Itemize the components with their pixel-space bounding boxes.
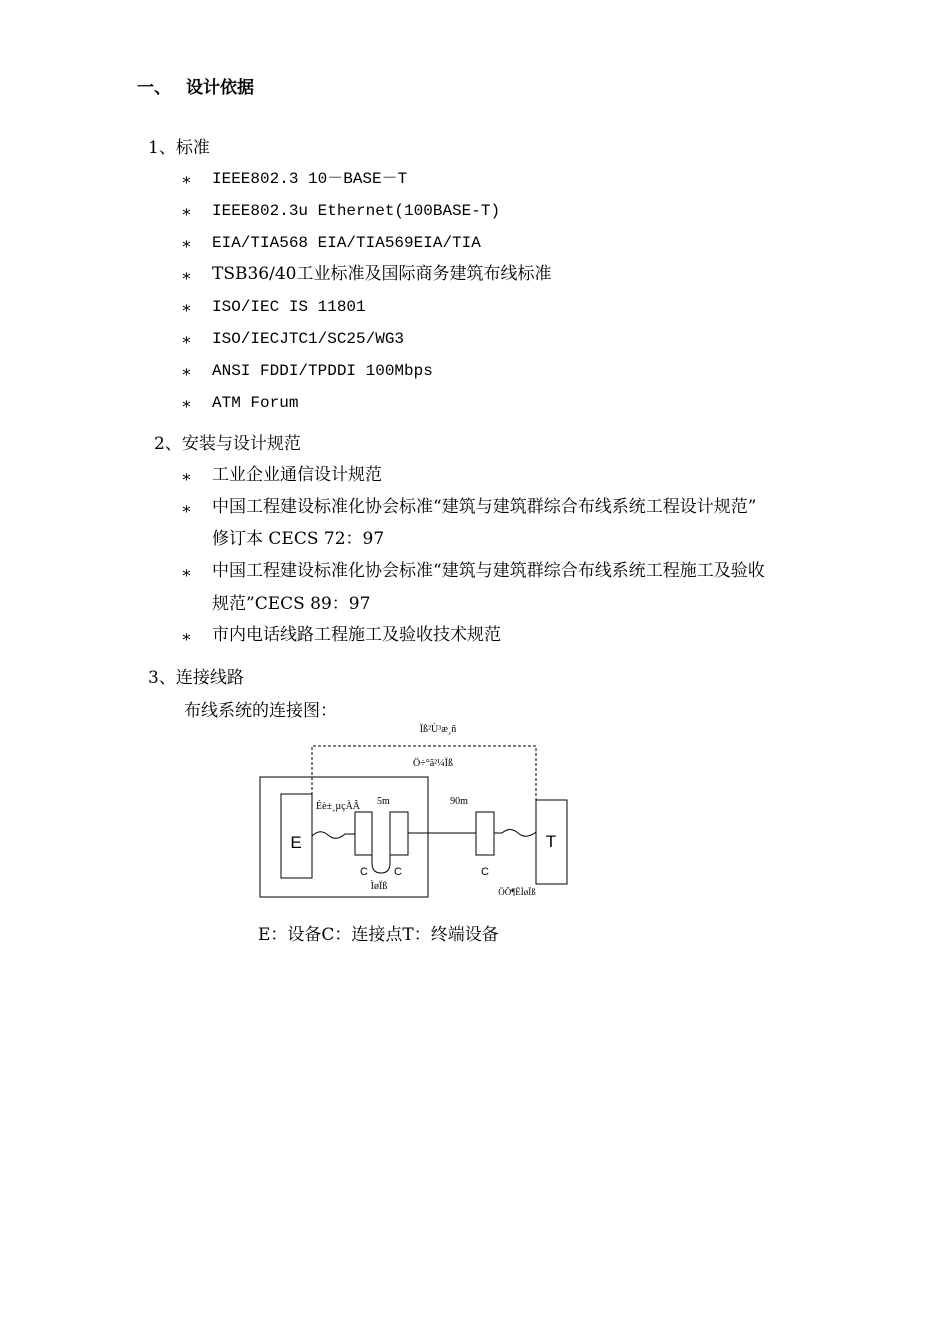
spec-item-line: 修订本 CECS 72：97 bbox=[212, 529, 385, 549]
cable-wave bbox=[494, 830, 536, 837]
connection-heading: 3、连接线路 bbox=[148, 668, 244, 688]
spec-item-line: 中国工程建设标准化协会标准“建筑与建筑群综合布线系统工程施工及验收 bbox=[212, 561, 765, 581]
spec-item-line: 市内电话线路工程施工及验收技术规范 bbox=[212, 625, 501, 645]
bullet-icon: ∗ bbox=[181, 170, 192, 189]
bullet-icon: ∗ bbox=[181, 298, 192, 317]
spec-item-line: 中国工程建设标准化协会标准“建筑与建筑群综合布线系统工程设计规范” bbox=[212, 497, 757, 517]
section-title: 设计依据 bbox=[186, 78, 254, 98]
bullet-icon: ∗ bbox=[181, 467, 192, 486]
bullet-icon: ∗ bbox=[181, 266, 192, 285]
right-bottom-label: ÖÕ¶ËÌøÏß bbox=[498, 887, 536, 897]
bullet-icon: ∗ bbox=[181, 362, 192, 381]
bullet-icon: ∗ bbox=[181, 234, 192, 253]
bullet-icon: ∗ bbox=[181, 627, 192, 646]
dashed-channel-line bbox=[312, 746, 536, 800]
standards-heading: 1、标准 bbox=[148, 138, 210, 158]
standard-item: ANSI FDDI/TPDDI 100Mbps bbox=[212, 362, 433, 380]
bullet-icon: ∗ bbox=[181, 499, 192, 518]
wiring-diagram bbox=[250, 715, 590, 905]
connector-label: C bbox=[360, 866, 368, 878]
spec-item-line: 规范”CECS 89：97 bbox=[212, 594, 371, 614]
equipment-label: E bbox=[290, 833, 302, 852]
standard-item: IEEE802.3 10－BASE－T bbox=[212, 170, 408, 188]
bullet-icon: ∗ bbox=[181, 563, 192, 582]
bullet-icon: ∗ bbox=[181, 202, 192, 221]
left-cable-label: Éè±¸µçÀÂ bbox=[316, 801, 361, 812]
standard-item: ATM Forum bbox=[212, 394, 299, 412]
standard-item: ISO/IEC IS 11801 bbox=[212, 298, 366, 316]
section-number: 一、 bbox=[137, 78, 171, 98]
dist-short-label: 5m bbox=[377, 796, 390, 807]
standard-item: TSB36/40工业标准及国际商务建筑布线标准 bbox=[212, 264, 552, 284]
connector-label: C bbox=[394, 866, 402, 878]
standard-item: ISO/IECJTC1/SC25/WG3 bbox=[212, 330, 405, 348]
jumper-loop bbox=[372, 841, 390, 873]
diagram-top-label: Ïß²Ù³æ¸ñ bbox=[419, 724, 457, 735]
bullet-icon: ∗ bbox=[181, 394, 192, 413]
connector-box bbox=[355, 812, 372, 855]
terminal-label: T bbox=[545, 832, 557, 851]
left-bottom-label: ÌøÏß bbox=[370, 881, 388, 892]
connector-box bbox=[476, 812, 494, 855]
equipment-room-box bbox=[260, 777, 428, 897]
bullet-icon: ∗ bbox=[181, 330, 192, 349]
cable-wave bbox=[312, 832, 355, 839]
standard-item: IEEE802.3u Ethernet(100BASE-T) bbox=[212, 202, 501, 220]
connector-label: C bbox=[481, 866, 489, 878]
connector-box bbox=[390, 812, 408, 855]
diagram-inner-label: Ö÷°ã²¼Ïß bbox=[413, 758, 453, 769]
dist-long-label: 90m bbox=[450, 796, 468, 807]
standard-item: EIA/TIA568 EIA/TIA569EIA/TIA bbox=[212, 234, 481, 252]
diagram-legend: E：设备C：连接点T：终端设备 bbox=[258, 925, 499, 945]
spec-item-line: 工业企业通信设计规范 bbox=[212, 465, 382, 485]
specs-heading: 2、安装与设计规范 bbox=[154, 434, 301, 454]
connection-intro: 布线系统的连接图： bbox=[184, 701, 337, 721]
